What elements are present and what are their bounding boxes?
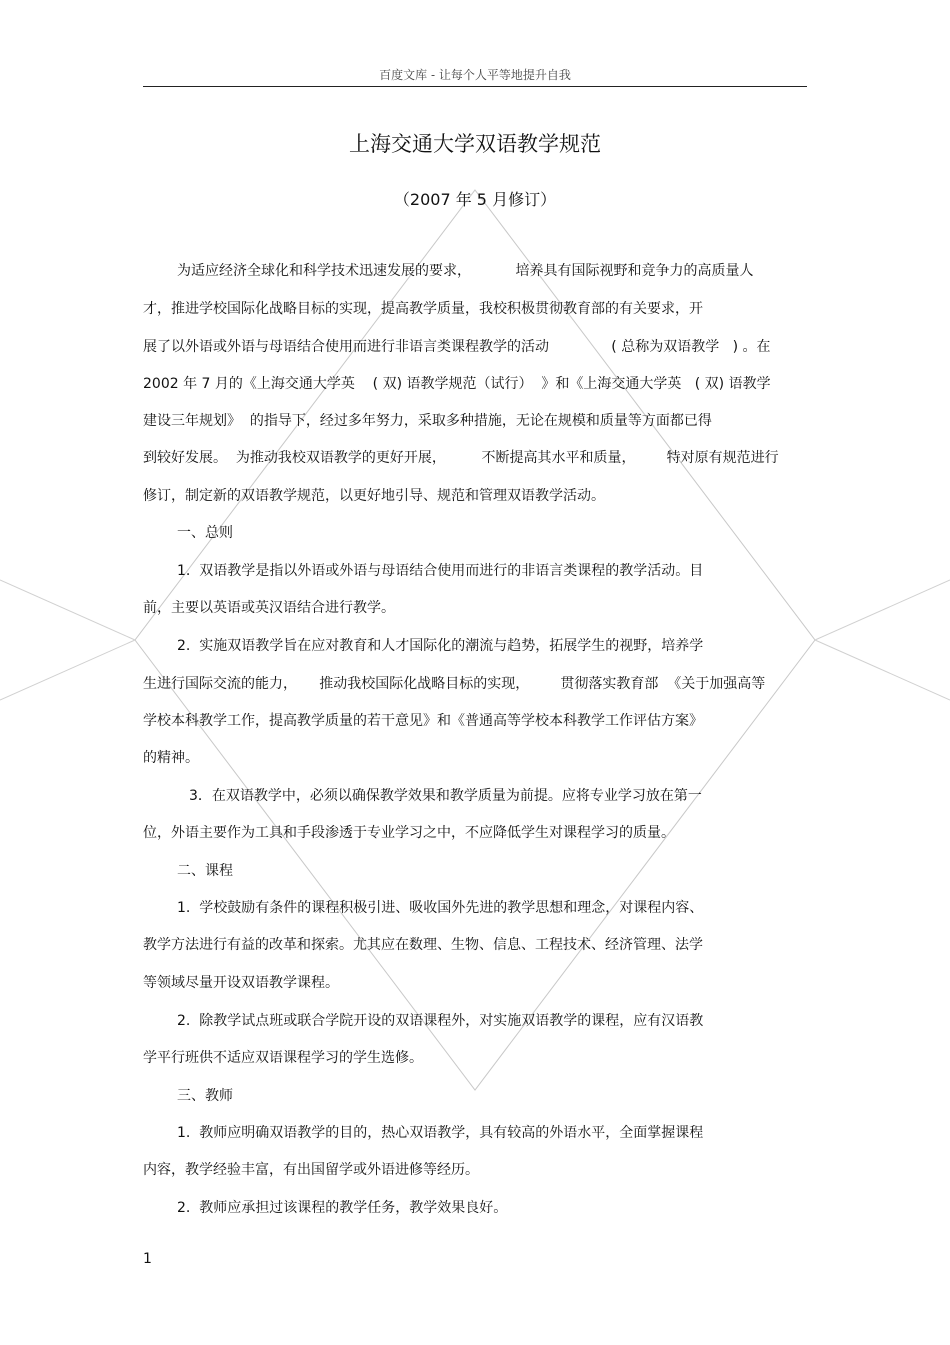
body-line: 的精神。	[143, 750, 199, 766]
body-line: 2. 除教学试点班或联合学院开设的双语课程外，对实施双语教学的课程，应有汉语教	[177, 1013, 704, 1029]
page-header: 百度文库 - 让每个人平等地提升自我	[379, 68, 571, 82]
body-line: 等领域尽量开设双语教学课程。	[143, 975, 339, 991]
section-heading: 一、总则	[177, 525, 233, 541]
body-line: 1. 学校鼓励有条件的课程积极引进、吸收国外先进的教学思想和理念，对课程内容、	[177, 900, 704, 916]
document-subtitle: （2007 年 5 月修订）	[393, 190, 557, 209]
body-line: 到较好发展。 为推动我校双语教学的更好开展， 不断提高其水平和质量， 特对原有规范进行	[143, 450, 779, 466]
body-line: 教学方法进行有益的改革和探索。尤其应在数理、生物、信息、工程技术、经济管理、法学	[143, 937, 703, 953]
header-divider	[143, 86, 807, 87]
body-line: 学平行班供不适应双语课程学习的学生选修。	[143, 1050, 423, 1066]
body-line: 为适应经济全球化和科学技术迅速发展的要求， 培养具有国际视野和竞争力的高质量人	[177, 263, 754, 279]
body-line: 2. 实施双语教学旨在应对教育和人才国际化的潮流与趋势，拓展学生的视野，培养学	[177, 638, 704, 654]
section-heading: 二、课程	[177, 863, 233, 879]
page-number: 1	[143, 1251, 152, 1267]
body-line: 建设三年规划》 的指导下，经过多年努力，采取多种措施，无论在规模和质量等方面都已得	[143, 413, 712, 429]
body-line: 1. 教师应明确双语教学的目的，热心双语教学，具有较高的外语水平，全面掌握课程	[177, 1125, 704, 1141]
body-line: 内容，教学经验丰富，有出国留学或外语进修等经历。	[143, 1162, 479, 1178]
body-line: 学校本科教学工作，提高教学质量的若干意见》和《普通高等学校本科教学工作评估方案》	[143, 713, 703, 729]
body-line: 生进行国际交流的能力， 推动我校国际化战略目标的实现， 贯彻落实教育部 《关于加强高等	[143, 676, 766, 692]
body-line: 1. 双语教学是指以外语或外语与母语结合使用而进行的非语言类课程的教学活动。目	[177, 563, 704, 579]
body-line: 前，主要以英语或英汉语结合进行教学。	[143, 600, 395, 616]
body-line: 2002 年 7 月的《上海交通大学英 ( 双) 语教学规范（试行） 》和《上海交通大学英 ( 双) 语教学	[143, 376, 771, 392]
document-title: 上海交通大学双语教学规范	[349, 132, 601, 156]
body-line: 才，推进学校国际化战略目标的实现，提高教学质量，我校积极贯彻教育部的有关要求，开	[143, 301, 703, 317]
section-heading: 三、教师	[177, 1088, 233, 1104]
body-line: 位，外语主要作为工具和手段渗透于专业学习之中，不应降低学生对课程学习的质量。	[143, 825, 675, 841]
body-line: 2. 教师应承担过该课程的教学任务，教学效果良好。	[177, 1200, 508, 1216]
body-line: 修订，制定新的双语教学规范，以更好地引导、规范和管理双语教学活动。	[143, 488, 605, 504]
body-line: 展了以外语或外语与母语结合使用而进行非语言类课程教学的活动 ( 总称为双语教学 ) 。在	[143, 339, 771, 355]
body-line: 3．在双语教学中，必须以确保教学效果和教学质量为前提。应将专业学习放在第一	[189, 788, 702, 804]
